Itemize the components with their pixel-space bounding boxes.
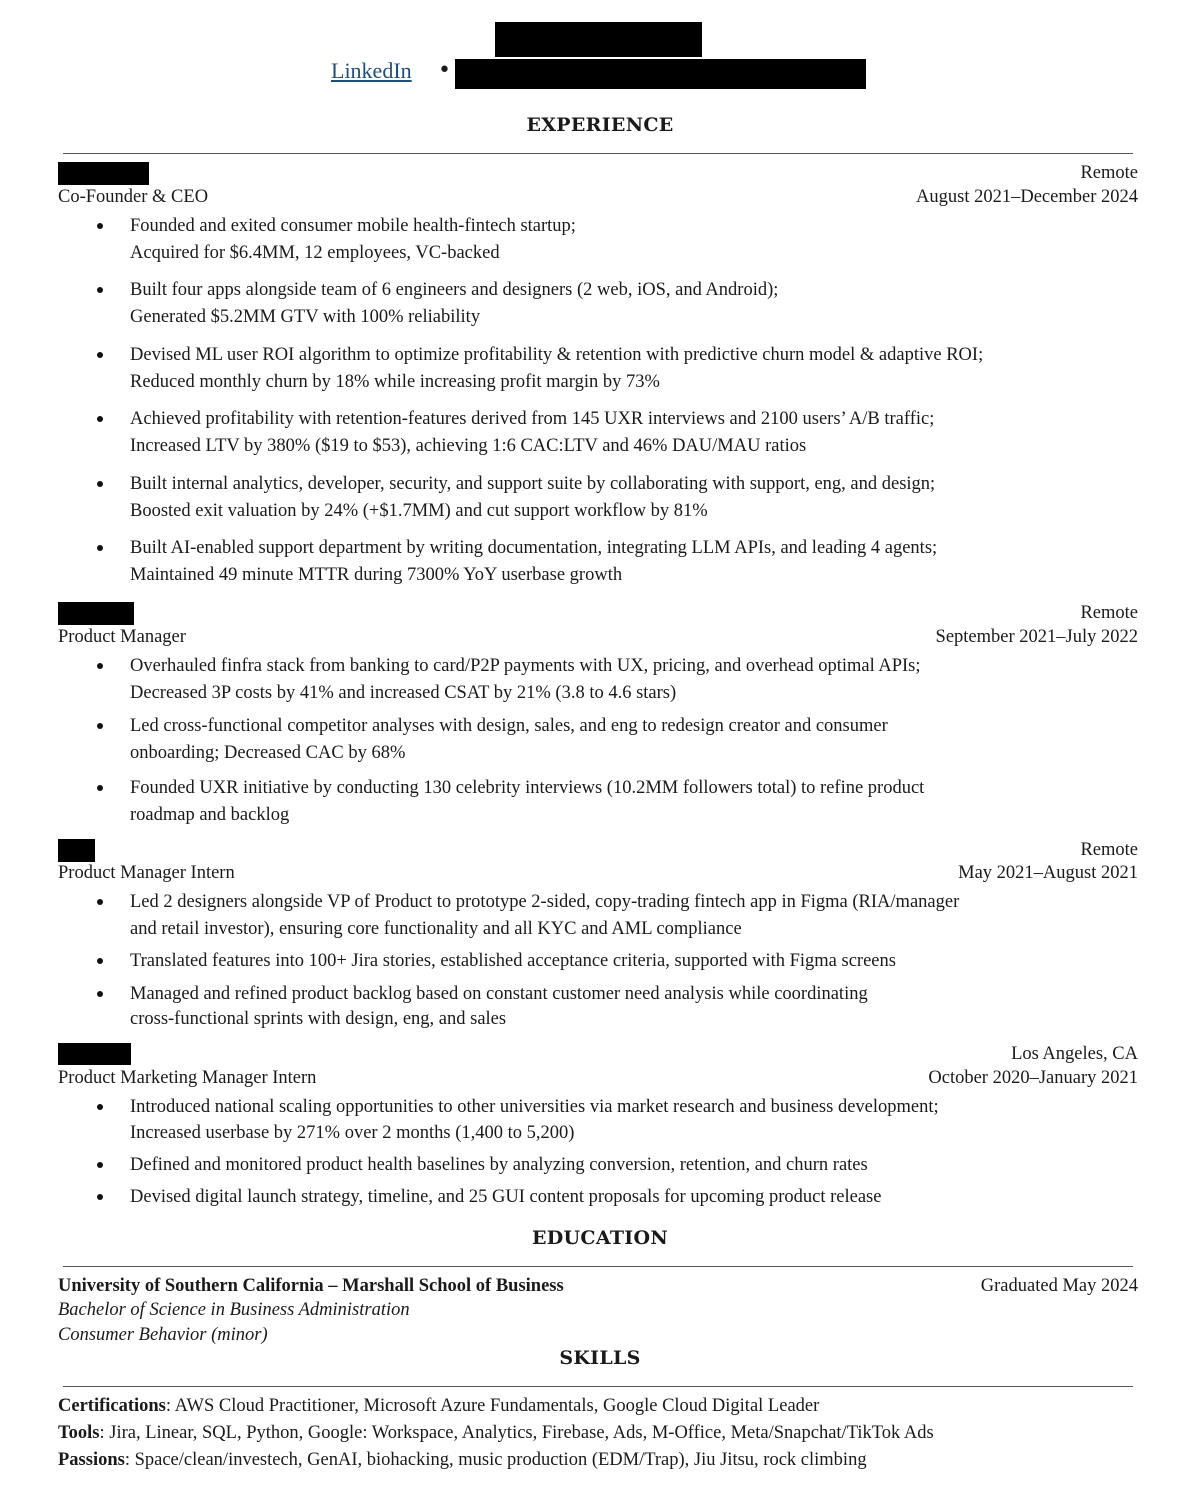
- bullet-line: and retail investor), ensuring core functionality and all KYC and AML compliance: [130, 919, 742, 939]
- redacted-company: [58, 1043, 131, 1065]
- bullet-line: Led 2 designers alongside VP of Product to prototype 2-sided, copy-trading fintech app in Figma (RIA/manager: [130, 892, 960, 912]
- bullet-line: Overhauled finfra stack from banking to card/P2P payments with UX, pricing, and overhead optimal APIs;: [130, 656, 921, 676]
- bullet-icon: [97, 958, 103, 964]
- bullet-line: Generated $5.2MM GTV with 100% reliability: [130, 307, 481, 327]
- bullet-line: Acquired for $6.4MM, 12 employees, VC-backed: [130, 243, 500, 263]
- bullet-line: cross-functional sprints with design, eng, and sales: [130, 1009, 507, 1029]
- skills-value: : Jira, Linear, SQL, Python, Google: Workspace, Analytics, Firebase, Ads, M-Office, Meta/Snapchat/TikTok Ads: [99, 1423, 934, 1443]
- skills-value: : AWS Cloud Practitioner, Microsoft Azure Fundamentals, Google Cloud Digital Leader: [165, 1396, 820, 1416]
- bullet-line: Led cross-functional competitor analyses with design, sales, and eng to redesign creator and consumer: [130, 716, 888, 736]
- bullet-icon: [97, 352, 103, 358]
- bullet-line: Founded UXR initiative by conducting 130 celebrity interviews (10.2MM followers total) to refine product: [130, 778, 925, 798]
- redacted-name: [495, 22, 702, 57]
- job-title: Product Marketing Manager Intern: [58, 1068, 317, 1088]
- bullet-icon: [97, 723, 103, 729]
- job-dates: October 2020–January 2021: [928, 1068, 1138, 1088]
- bullet-line: Founded and exited consumer mobile health-fintech startup;: [130, 216, 576, 236]
- bullet-icon: [97, 481, 103, 487]
- skills-passions: [58, 1447, 867, 1473]
- bullet-line: Increased userbase by 271% over 2 months (1,400 to 5,200): [130, 1123, 575, 1143]
- job-dates: September 2021–July 2022: [935, 627, 1138, 647]
- degree: Bachelor of Science in Business Administration: [58, 1300, 410, 1320]
- bullet-icon: [97, 991, 103, 997]
- bullet-icon: [97, 1104, 103, 1110]
- job-title: Product Manager Intern: [58, 863, 235, 883]
- bullet-line: roadmap and backlog: [130, 805, 290, 825]
- bullet-icon: [97, 287, 103, 293]
- school-name: University of Southern California – Marshall School of Business: [58, 1276, 564, 1296]
- bullet-icon: [97, 545, 103, 551]
- job-title: Product Manager: [58, 627, 186, 647]
- section-divider: [63, 153, 1133, 154]
- bullet-line: Managed and refined product backlog based on constant customer need analysis while coordinating: [130, 984, 868, 1004]
- bullet-line: Increased LTV by 380% ($19 to $53), achieving 1:6 CAC:LTV and 46% DAU/MAU ratios: [130, 436, 807, 456]
- section-divider: [63, 1266, 1133, 1267]
- graduation-date: Graduated May 2024: [980, 1276, 1138, 1296]
- skills-label: Certifications: [58, 1396, 166, 1416]
- bullet-line: Introduced national scaling opportunities to other universities via market research and business development;: [130, 1097, 939, 1117]
- bullet-icon: [97, 1194, 103, 1200]
- section-title-education: EDUCATION: [532, 1227, 668, 1249]
- bullet-line: Decreased 3P costs by 41% and increased CSAT by 21% (3.8 to 4.6 stars): [130, 683, 677, 703]
- redacted-company: [58, 162, 149, 185]
- bullet-icon: [97, 223, 103, 229]
- job-location: Los Angeles, CA: [1011, 1044, 1138, 1064]
- bullet-line: Boosted exit valuation by 24% (+$1.7MM) and cut support workflow by 81%: [130, 501, 708, 521]
- bullet-line: Reduced monthly churn by 18% while increasing profit margin by 73%: [130, 372, 660, 392]
- bullet-icon: [97, 416, 103, 422]
- job-title: Co-Founder & CEO: [58, 187, 209, 207]
- job-location: Remote: [1080, 163, 1138, 183]
- skills-label: Passions: [58, 1450, 125, 1470]
- bullet-line: Translated features into 100+ Jira stories, established acceptance criteria, supported with Figma screens: [130, 951, 896, 971]
- linkedin-link[interactable]: LinkedIn: [331, 58, 412, 83]
- contact-separator: •: [438, 58, 451, 83]
- bullet-line: onboarding; Decreased CAC by 68%: [130, 743, 406, 763]
- minor: Consumer Behavior (minor): [58, 1325, 268, 1345]
- bullet-line: Built internal analytics, developer, security, and support suite by collaborating with support, eng, and design;: [130, 474, 936, 494]
- bullet-line: Devised digital launch strategy, timeline, and 25 GUI content proposals for upcoming product release: [130, 1187, 882, 1207]
- job-location: Remote: [1080, 603, 1138, 623]
- bullet-line: Maintained 49 minute MTTR during 7300% YoY userbase growth: [130, 565, 623, 585]
- bullet-icon: [97, 663, 103, 669]
- redacted-contact-info: [455, 59, 866, 89]
- section-title-experience: EXPERIENCE: [526, 114, 674, 136]
- bullet-line: Achieved profitability with retention-features derived from 145 UXR interviews and 2100 users’ A/B traffic;: [130, 409, 935, 429]
- redacted-company: [58, 602, 134, 625]
- job-dates: May 2021–August 2021: [958, 863, 1138, 883]
- bullet-icon: [97, 1162, 103, 1168]
- skills-tools: [58, 1420, 934, 1446]
- job-location: Remote: [1080, 840, 1138, 860]
- redacted-company: [58, 839, 95, 862]
- bullet-icon: [97, 899, 103, 905]
- section-title-skills: SKILLS: [559, 1347, 641, 1369]
- bullet-line: Defined and monitored product health baselines by analyzing conversion, retention, and churn rates: [130, 1155, 868, 1175]
- bullet-line: Devised ML user ROI algorithm to optimize profitability & retention with predictive churn model & adaptive ROI;: [130, 345, 984, 365]
- bullet-line: Built four apps alongside team of 6 engineers and designers (2 web, iOS, and Android);: [130, 280, 779, 300]
- skills-value: : Space/clean/investech, GenAI, biohacking, music production (EDM/Trap), Jiu Jitsu, rock climbing: [124, 1450, 867, 1470]
- skills-certifications: [58, 1393, 819, 1419]
- job-dates: August 2021–December 2024: [916, 187, 1138, 207]
- bullet-line: Built AI-enabled support department by writing documentation, integrating LLM APIs, and leading 4 agents;: [130, 538, 938, 558]
- skills-label: Tools: [58, 1423, 100, 1443]
- bullet-icon: [97, 785, 103, 791]
- section-divider: [63, 1386, 1133, 1387]
